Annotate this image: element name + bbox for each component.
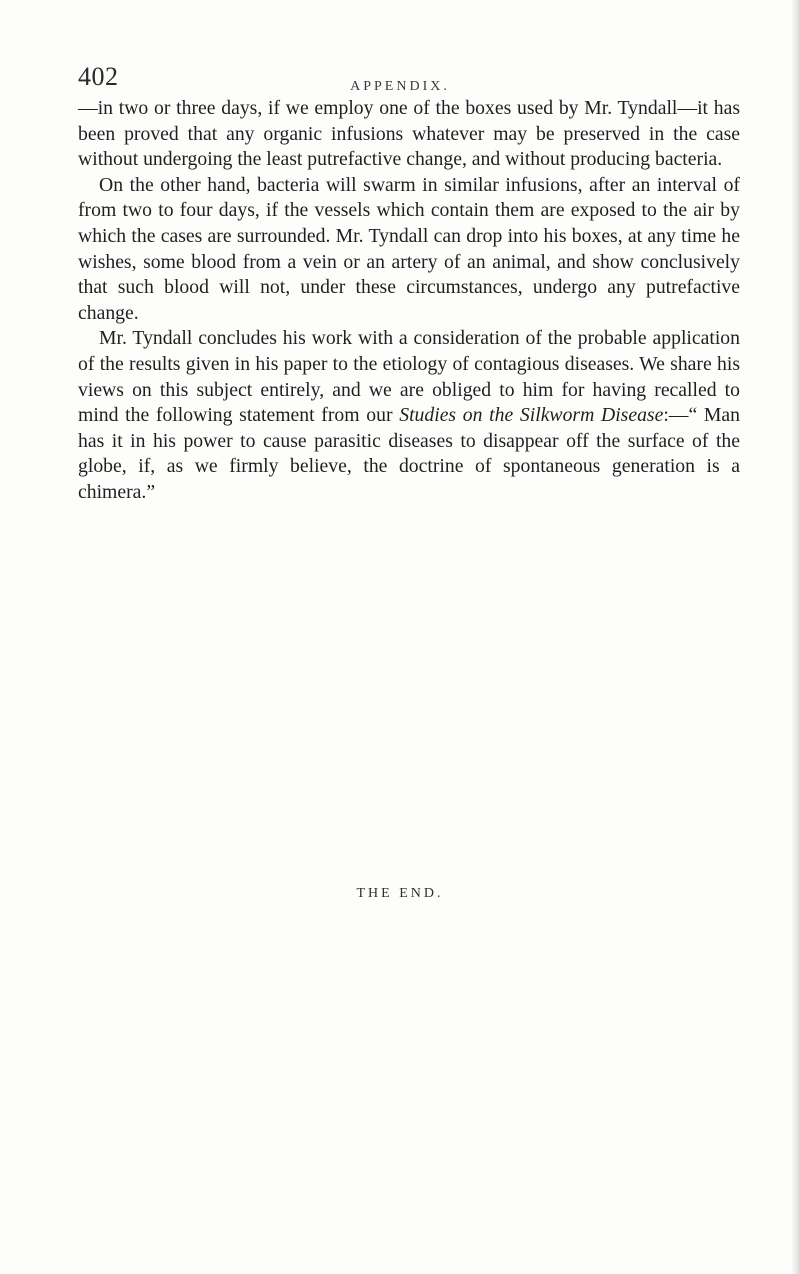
book-title: Studies on the Silkworm Disease xyxy=(399,404,664,427)
body-text xyxy=(78,96,740,506)
page-edge-shadow xyxy=(791,0,800,1274)
paragraph-3-text: Mr. Tyndall concludes his work with a consideration of the probable application of the results given in his paper to the etiology of contagious diseases. We share his views on this subject entirely, and we are obliged to him for having recalled to mind the following statement from our xyxy=(78,327,740,427)
paragraph-1: —in two or three days, if we employ one of the boxes used by Mr. Tyndall—it has been proved that any organic infusions whatever may be preserved in the case without undergoing the least putrefactive change, and without producing bacteria. xyxy=(78,97,740,171)
running-head: APPENDIX. xyxy=(350,79,450,94)
quotation-text: :—“ Man has it in his power to cause parasitic diseases to disappear off the surface of the globe, if, as we firmly believe, the doctrine of spontaneous generation is a chimera.” xyxy=(78,404,741,503)
page-number: 402 xyxy=(78,62,119,91)
paragraph-2: On the other hand, bacteria will swarm in similar infusions, after an interval of from two to four days, if the vessels which contain them are exposed to the air by which the cases are surrounded. Mr. Tyndall can drop into his boxes, at any time he wishes, some blood from a vein or an artery of an animal, and show conclusively that such blood will not, under these circumstances, undergo any putrefactive change. xyxy=(78,173,740,324)
the-end: THE END. xyxy=(356,886,444,901)
paragraph-3 xyxy=(78,326,740,505)
